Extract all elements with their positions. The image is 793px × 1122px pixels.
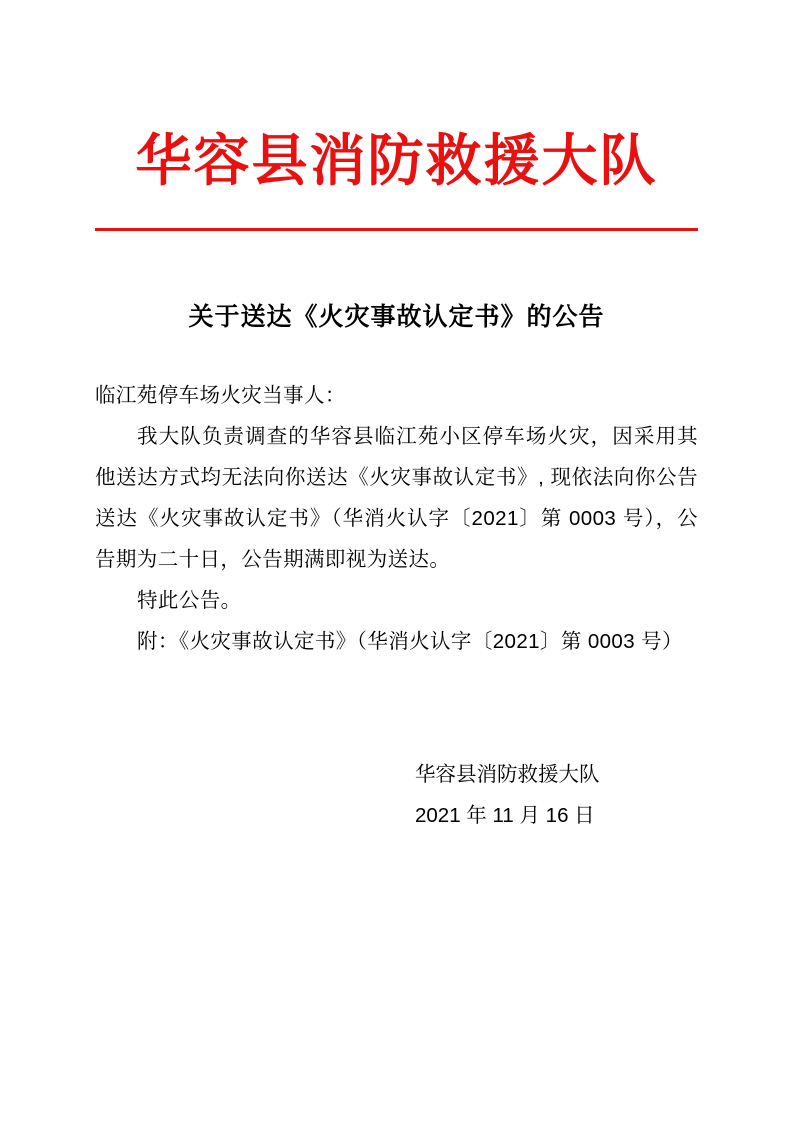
body-paragraph-2: 特此公告。 — [137, 588, 242, 612]
letterhead-divider — [95, 228, 698, 231]
signature-block — [95, 754, 698, 836]
body-paragraph-1: 我大队负责调查的华容县临江苑小区停车场火灾，因采用其他送达方式均无法向你送达《火灾事故认定书》, 现依法向你公告送达《火灾事故认定书》（华消火认字〔2021〕第 0003 号），公告期为二十日，公告期满即视为送达。 — [95, 424, 698, 571]
signature-organization: 华容县消防救援大队 — [415, 762, 600, 786]
letterhead-title: 华容县消防救援大队 — [135, 129, 658, 192]
document-body — [95, 375, 698, 662]
body-paragraph-3: 附：《火灾事故认定书》（华消火认字〔2021〕第 0003 号） — [137, 629, 683, 653]
document-title: 关于送达《火灾事故认定书》的公告 — [188, 302, 605, 331]
addressee-line: 临江苑停车场火灾当事人： — [95, 383, 346, 407]
signature-date: 2021 年 11 月 16 日 — [415, 803, 595, 827]
